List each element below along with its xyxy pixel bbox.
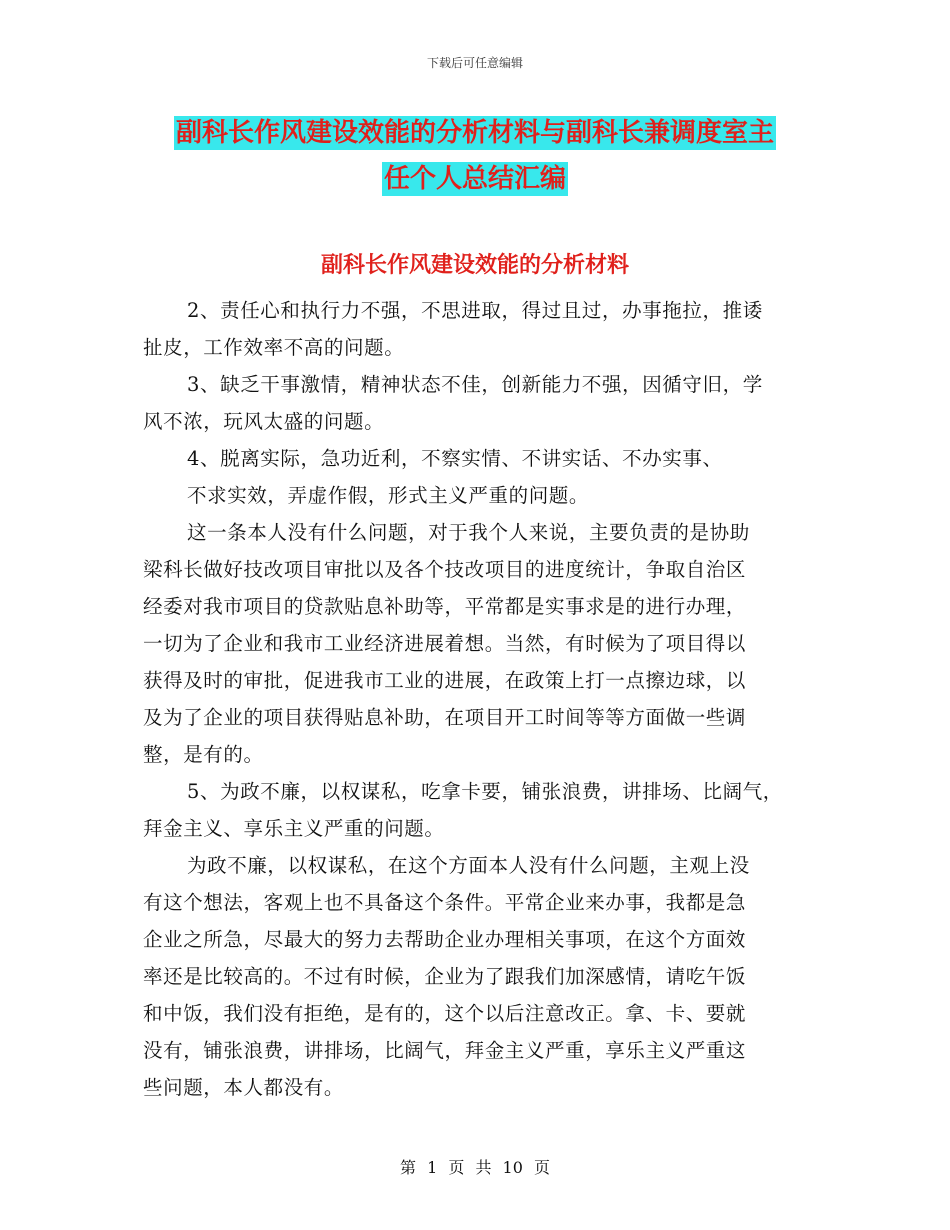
body-line: 梁科长做好技改项目审批以及各个技改项目的进度统计，争取自治区 bbox=[143, 558, 747, 581]
body-line: 企业之所急，尽最大的努力去帮助企业办理相关事项，在这个方面效 bbox=[143, 928, 747, 951]
document-title bbox=[0, 110, 950, 202]
body-line: 拜金主义、享乐主义严重的问题。 bbox=[143, 817, 445, 840]
title-line-2-text: 任个人总结汇编 bbox=[383, 164, 566, 194]
body-line: 经委对我市项目的贷款贴息补助等，平常都是实事求是的进行办理， bbox=[143, 595, 747, 618]
body-line: 4、脱离实际，急功近利，不察实情、不讲实话、不办实事、 bbox=[187, 447, 723, 470]
body-line: 5、为政不廉，以权谋私，吃拿卡要，铺张浪费，讲排场、比阔气， bbox=[187, 780, 783, 803]
body-line: 为政不廉，以权谋私，在这个方面本人没有什么问题，主观上没 bbox=[187, 854, 750, 877]
body-line: 3、缺乏干事激情，精神状态不佳，创新能力不强，因循守旧，学 bbox=[187, 373, 763, 396]
title-line-1-text: 副科长作风建设效能的分析材料与副科长兼调度室主 bbox=[175, 118, 774, 148]
page-header-note: 下载后可任意编辑 bbox=[426, 56, 523, 70]
body-line: 和中饭，我们没有拒绝，是有的，这个以后注意改正。拿、卡、要就 bbox=[143, 1002, 747, 1025]
section-title: 副科长作风建设效能的分析材料 bbox=[320, 252, 629, 278]
title-line-1 bbox=[0, 110, 950, 156]
body-line: 有这个想法，客观上也不具备这个条件。平常企业来办事，我都是急 bbox=[143, 891, 747, 914]
body-line: 些问题，本人都没有。 bbox=[143, 1076, 345, 1099]
body-line: 这一条本人没有什么问题，对于我个人来说，主要负责的是协助 bbox=[187, 521, 750, 544]
body-line: 率还是比较高的。不过有时候，企业为了跟我们加深感情，请吃午饭 bbox=[143, 965, 747, 988]
body-line: 整，是有的。 bbox=[143, 743, 264, 766]
body-line: 不求实效，弄虚作假，形式主义严重的问题。 bbox=[187, 484, 590, 507]
body-line: 没有，铺张浪费，讲排场，比阔气，拜金主义严重，享乐主义严重这 bbox=[143, 1039, 747, 1062]
body-line: 获得及时的审批，促进我市工业的进展，在政策上打一点擦边球，以 bbox=[143, 669, 747, 692]
page-footer: 第 1 页 共 10 页 bbox=[400, 1158, 550, 1177]
body-line: 扯皮，工作效率不高的问题。 bbox=[143, 336, 405, 359]
body-line: 2、责任心和执行力不强，不思进取，得过且过，办事拖拉，推诿 bbox=[187, 299, 763, 322]
body-line: 风不浓，玩风太盛的问题。 bbox=[143, 410, 385, 433]
title-line-2 bbox=[0, 156, 950, 202]
body-line: 及为了企业的项目获得贴息补助，在项目开工时间等等方面做一些调 bbox=[143, 706, 747, 729]
body-text bbox=[143, 292, 813, 1106]
body-line: 一切为了企业和我市工业经济进展着想。当然，有时候为了项目得以 bbox=[143, 632, 747, 655]
